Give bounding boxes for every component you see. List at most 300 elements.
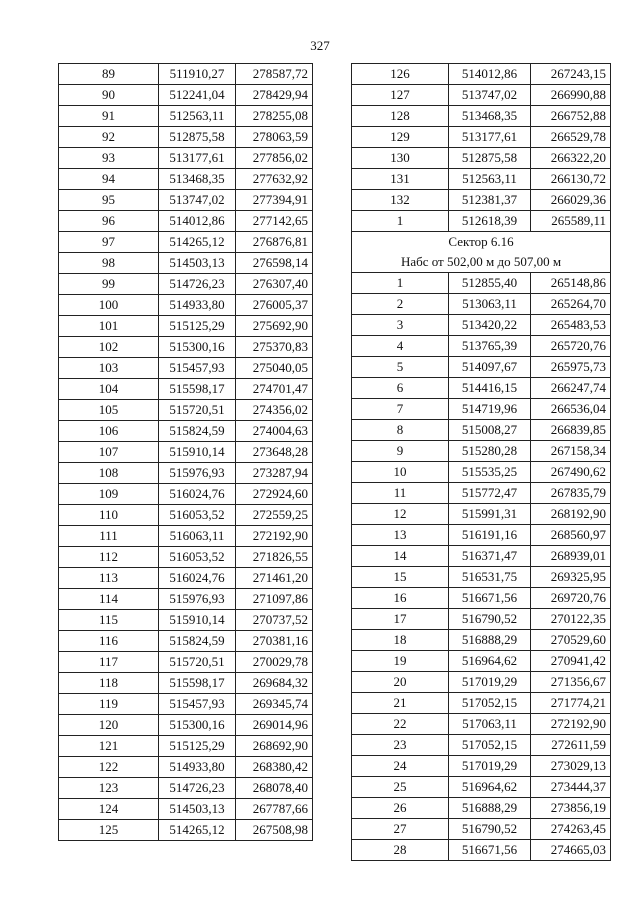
table-row bbox=[59, 421, 313, 442]
coordinate-x-cell: 516790,52 bbox=[449, 819, 531, 840]
coordinate-x-cell: 515991,31 bbox=[449, 504, 531, 525]
table-row bbox=[59, 673, 313, 694]
coordinate-y-cell: 273444,37 bbox=[531, 777, 611, 798]
point-number-cell: 6 bbox=[352, 378, 449, 399]
point-number-cell: 127 bbox=[352, 85, 449, 106]
coordinate-x-cell: 514726,23 bbox=[159, 274, 236, 295]
coordinate-y-cell: 273856,19 bbox=[531, 798, 611, 819]
coordinate-x-cell: 517019,29 bbox=[449, 756, 531, 777]
table-row bbox=[59, 799, 313, 820]
point-number-cell: 27 bbox=[352, 819, 449, 840]
coordinate-x-cell: 512618,39 bbox=[449, 211, 531, 232]
point-number-cell: 107 bbox=[59, 442, 159, 463]
point-number-cell: 119 bbox=[59, 694, 159, 715]
coordinate-y-cell: 272924,60 bbox=[236, 484, 313, 505]
table-row bbox=[352, 211, 611, 232]
coordinate-x-cell: 515976,93 bbox=[159, 463, 236, 484]
coordinate-x-cell: 512855,40 bbox=[449, 273, 531, 294]
coordinates-table-right bbox=[351, 63, 611, 861]
coordinate-x-cell: 512381,37 bbox=[449, 190, 531, 211]
coordinate-x-cell: 515280,28 bbox=[449, 441, 531, 462]
coordinate-y-cell: 273029,13 bbox=[531, 756, 611, 777]
sector-header bbox=[352, 232, 611, 273]
coordinate-y-cell: 275040,05 bbox=[236, 358, 313, 379]
point-number-cell: 9 bbox=[352, 441, 449, 462]
coordinate-x-cell: 513063,11 bbox=[449, 294, 531, 315]
coordinate-x-cell: 512241,04 bbox=[159, 85, 236, 106]
table-row bbox=[59, 295, 313, 316]
table-row bbox=[59, 631, 313, 652]
table-row bbox=[59, 337, 313, 358]
sector-height-range: Набс от 502,00 м до 507,00 м bbox=[400, 254, 562, 269]
point-number-cell: 120 bbox=[59, 715, 159, 736]
coordinate-y-cell: 276598,14 bbox=[236, 253, 313, 274]
coordinate-y-cell: 265148,86 bbox=[531, 273, 611, 294]
coordinate-y-cell: 276876,81 bbox=[236, 232, 313, 253]
table-row bbox=[352, 399, 611, 420]
coordinate-y-cell: 271774,21 bbox=[531, 693, 611, 714]
point-number-cell: 93 bbox=[59, 148, 159, 169]
coordinate-y-cell: 268939,01 bbox=[531, 546, 611, 567]
point-number-cell: 97 bbox=[59, 232, 159, 253]
point-number-cell: 123 bbox=[59, 778, 159, 799]
coordinate-x-cell: 514719,96 bbox=[449, 399, 531, 420]
table-row bbox=[59, 757, 313, 778]
table-row bbox=[352, 336, 611, 357]
sector-header-body bbox=[352, 232, 611, 273]
coordinate-x-cell: 514012,86 bbox=[159, 211, 236, 232]
coordinate-x-cell: 512875,58 bbox=[449, 148, 531, 169]
coordinate-x-cell: 516888,29 bbox=[449, 798, 531, 819]
coordinate-x-cell: 513468,35 bbox=[449, 106, 531, 127]
table-row bbox=[352, 190, 611, 211]
table-row bbox=[352, 588, 611, 609]
table-row bbox=[352, 127, 611, 148]
table-row bbox=[59, 274, 313, 295]
table-row bbox=[352, 273, 611, 294]
table-row bbox=[59, 211, 313, 232]
coordinate-y-cell: 265589,11 bbox=[531, 211, 611, 232]
coordinate-y-cell: 272611,59 bbox=[531, 735, 611, 756]
coordinate-x-cell: 515457,93 bbox=[159, 694, 236, 715]
point-number-cell: 8 bbox=[352, 420, 449, 441]
coordinate-x-cell: 513468,35 bbox=[159, 169, 236, 190]
coordinate-y-cell: 273648,28 bbox=[236, 442, 313, 463]
point-number-cell: 114 bbox=[59, 589, 159, 610]
table-row bbox=[59, 778, 313, 799]
table-row bbox=[352, 609, 611, 630]
coordinates-table-right-bottom-body bbox=[352, 273, 611, 861]
coordinate-y-cell: 266536,04 bbox=[531, 399, 611, 420]
coordinate-y-cell: 266990,88 bbox=[531, 85, 611, 106]
table-row bbox=[59, 442, 313, 463]
point-number-cell: 13 bbox=[352, 525, 449, 546]
coordinate-y-cell: 268078,40 bbox=[236, 778, 313, 799]
point-number-cell: 132 bbox=[352, 190, 449, 211]
point-number-cell: 102 bbox=[59, 337, 159, 358]
coordinate-x-cell: 514265,12 bbox=[159, 820, 236, 841]
coordinate-x-cell: 515720,51 bbox=[159, 400, 236, 421]
point-number-cell: 94 bbox=[59, 169, 159, 190]
table-row bbox=[59, 715, 313, 736]
coordinate-y-cell: 275370,83 bbox=[236, 337, 313, 358]
point-number-cell: 111 bbox=[59, 526, 159, 547]
coordinate-y-cell: 272192,90 bbox=[236, 526, 313, 547]
coordinate-x-cell: 515125,29 bbox=[159, 316, 236, 337]
coordinate-y-cell: 268560,97 bbox=[531, 525, 611, 546]
point-number-cell: 25 bbox=[352, 777, 449, 798]
point-number-cell: 95 bbox=[59, 190, 159, 211]
coordinate-x-cell: 515598,17 bbox=[159, 673, 236, 694]
coordinate-x-cell: 513177,61 bbox=[449, 127, 531, 148]
coordinate-y-cell: 274004,63 bbox=[236, 421, 313, 442]
point-number-cell: 108 bbox=[59, 463, 159, 484]
point-number-cell: 5 bbox=[352, 357, 449, 378]
coordinates-table-right-top-body bbox=[352, 64, 611, 232]
coordinate-x-cell: 515772,47 bbox=[449, 483, 531, 504]
table-row bbox=[59, 694, 313, 715]
coordinate-x-cell: 515824,59 bbox=[159, 421, 236, 442]
coordinate-y-cell: 266029,36 bbox=[531, 190, 611, 211]
point-number-cell: 7 bbox=[352, 399, 449, 420]
table-row bbox=[352, 840, 611, 861]
coordinate-y-cell: 267158,34 bbox=[531, 441, 611, 462]
point-number-cell: 122 bbox=[59, 757, 159, 778]
coordinate-y-cell: 272192,90 bbox=[531, 714, 611, 735]
table-row bbox=[59, 820, 313, 841]
coordinate-y-cell: 267835,79 bbox=[531, 483, 611, 504]
coordinate-x-cell: 515008,27 bbox=[449, 420, 531, 441]
coordinate-y-cell: 268380,42 bbox=[236, 757, 313, 778]
point-number-cell: 11 bbox=[352, 483, 449, 504]
coordinate-x-cell: 512563,11 bbox=[449, 169, 531, 190]
coordinate-x-cell: 516964,62 bbox=[449, 651, 531, 672]
coordinate-y-cell: 276005,37 bbox=[236, 295, 313, 316]
table-row bbox=[352, 462, 611, 483]
table-row bbox=[59, 148, 313, 169]
point-number-cell: 17 bbox=[352, 609, 449, 630]
point-number-cell: 24 bbox=[352, 756, 449, 777]
table-row bbox=[352, 777, 611, 798]
table-row bbox=[352, 85, 611, 106]
coordinate-y-cell: 278255,08 bbox=[236, 106, 313, 127]
table-row bbox=[352, 525, 611, 546]
page-number: 327 bbox=[310, 38, 330, 53]
table-row bbox=[352, 756, 611, 777]
point-number-cell: 115 bbox=[59, 610, 159, 631]
coordinate-y-cell: 265483,53 bbox=[531, 315, 611, 336]
table-row bbox=[352, 64, 611, 85]
table-row bbox=[352, 420, 611, 441]
table-row bbox=[352, 441, 611, 462]
coordinate-y-cell: 269720,76 bbox=[531, 588, 611, 609]
table-row bbox=[59, 127, 313, 148]
coordinate-y-cell: 272559,25 bbox=[236, 505, 313, 526]
coordinate-x-cell: 516024,76 bbox=[159, 568, 236, 589]
table-row bbox=[59, 190, 313, 211]
table-row bbox=[352, 106, 611, 127]
coordinate-x-cell: 514726,23 bbox=[159, 778, 236, 799]
table-row bbox=[59, 106, 313, 127]
coordinate-x-cell: 516671,56 bbox=[449, 588, 531, 609]
point-number-cell: 92 bbox=[59, 127, 159, 148]
coordinate-y-cell: 271461,20 bbox=[236, 568, 313, 589]
point-number-cell: 112 bbox=[59, 547, 159, 568]
point-number-cell: 1 bbox=[352, 273, 449, 294]
coordinate-x-cell: 514097,67 bbox=[449, 357, 531, 378]
coordinate-x-cell: 514265,12 bbox=[159, 232, 236, 253]
point-number-cell: 125 bbox=[59, 820, 159, 841]
table-row bbox=[59, 652, 313, 673]
coordinate-y-cell: 266529,78 bbox=[531, 127, 611, 148]
coordinate-x-cell: 515824,59 bbox=[159, 631, 236, 652]
coordinate-y-cell: 275692,90 bbox=[236, 316, 313, 337]
coordinate-y-cell: 266322,20 bbox=[531, 148, 611, 169]
point-number-cell: 12 bbox=[352, 504, 449, 525]
coordinate-x-cell: 516671,56 bbox=[449, 840, 531, 861]
coordinate-x-cell: 512875,58 bbox=[159, 127, 236, 148]
point-number-cell: 15 bbox=[352, 567, 449, 588]
table-row bbox=[59, 253, 313, 274]
table-row bbox=[59, 358, 313, 379]
point-number-cell: 1 bbox=[352, 211, 449, 232]
point-number-cell: 103 bbox=[59, 358, 159, 379]
point-number-cell: 130 bbox=[352, 148, 449, 169]
coordinate-x-cell: 516024,76 bbox=[159, 484, 236, 505]
coordinate-y-cell: 269684,32 bbox=[236, 673, 313, 694]
point-number-cell: 28 bbox=[352, 840, 449, 861]
coordinate-y-cell: 267787,66 bbox=[236, 799, 313, 820]
coordinates-table-left bbox=[58, 63, 313, 841]
table-row bbox=[59, 484, 313, 505]
coordinate-y-cell: 278429,94 bbox=[236, 85, 313, 106]
coordinate-x-cell: 514012,86 bbox=[449, 64, 531, 85]
sector-title: Сектор 6.16 bbox=[448, 234, 514, 249]
coordinate-y-cell: 265264,70 bbox=[531, 294, 611, 315]
table-row bbox=[59, 526, 313, 547]
table-row bbox=[59, 736, 313, 757]
point-number-cell: 124 bbox=[59, 799, 159, 820]
table-row bbox=[352, 378, 611, 399]
coordinate-y-cell: 268192,90 bbox=[531, 504, 611, 525]
point-number-cell: 23 bbox=[352, 735, 449, 756]
coordinate-x-cell: 515535,25 bbox=[449, 462, 531, 483]
point-number-cell: 106 bbox=[59, 421, 159, 442]
table-row bbox=[59, 379, 313, 400]
coordinate-y-cell: 270029,78 bbox=[236, 652, 313, 673]
coordinate-x-cell: 515910,14 bbox=[159, 442, 236, 463]
table-row bbox=[352, 504, 611, 525]
coordinate-y-cell: 274356,02 bbox=[236, 400, 313, 421]
table-row bbox=[352, 315, 611, 336]
coordinate-x-cell: 514503,13 bbox=[159, 799, 236, 820]
coordinate-x-cell: 514416,15 bbox=[449, 378, 531, 399]
point-number-cell: 129 bbox=[352, 127, 449, 148]
table-row bbox=[352, 169, 611, 190]
coordinate-y-cell: 270381,16 bbox=[236, 631, 313, 652]
table-row bbox=[59, 589, 313, 610]
coordinate-y-cell: 277632,92 bbox=[236, 169, 313, 190]
coordinate-x-cell: 517052,15 bbox=[449, 735, 531, 756]
coordinate-x-cell: 511910,27 bbox=[159, 64, 236, 85]
table-row bbox=[352, 357, 611, 378]
coordinate-y-cell: 266130,72 bbox=[531, 169, 611, 190]
coordinate-y-cell: 266752,88 bbox=[531, 106, 611, 127]
coordinate-x-cell: 512563,11 bbox=[159, 106, 236, 127]
point-number-cell: 2 bbox=[352, 294, 449, 315]
coordinate-y-cell: 270941,42 bbox=[531, 651, 611, 672]
point-number-cell: 20 bbox=[352, 672, 449, 693]
point-number-cell: 89 bbox=[59, 64, 159, 85]
table-row bbox=[59, 568, 313, 589]
coordinate-x-cell: 514503,13 bbox=[159, 253, 236, 274]
table-row bbox=[352, 798, 611, 819]
coordinate-x-cell: 515598,17 bbox=[159, 379, 236, 400]
point-number-cell: 19 bbox=[352, 651, 449, 672]
table-row bbox=[59, 316, 313, 337]
point-number-cell: 116 bbox=[59, 631, 159, 652]
point-number-cell: 96 bbox=[59, 211, 159, 232]
point-number-cell: 109 bbox=[59, 484, 159, 505]
coordinate-y-cell: 269014,96 bbox=[236, 715, 313, 736]
coordinate-y-cell: 270122,35 bbox=[531, 609, 611, 630]
point-number-cell: 101 bbox=[59, 316, 159, 337]
point-number-cell: 18 bbox=[352, 630, 449, 651]
table-row bbox=[352, 294, 611, 315]
coordinate-x-cell: 515910,14 bbox=[159, 610, 236, 631]
coordinate-y-cell: 270737,52 bbox=[236, 610, 313, 631]
table-row bbox=[59, 505, 313, 526]
table-row bbox=[59, 232, 313, 253]
table-row bbox=[352, 651, 611, 672]
point-number-cell: 26 bbox=[352, 798, 449, 819]
point-number-cell: 131 bbox=[352, 169, 449, 190]
point-number-cell: 121 bbox=[59, 736, 159, 757]
coordinate-y-cell: 274665,03 bbox=[531, 840, 611, 861]
point-number-cell: 117 bbox=[59, 652, 159, 673]
coordinate-y-cell: 277394,91 bbox=[236, 190, 313, 211]
coordinate-y-cell: 271097,86 bbox=[236, 589, 313, 610]
table-row bbox=[59, 463, 313, 484]
table-row bbox=[352, 546, 611, 567]
coordinate-x-cell: 516371,47 bbox=[449, 546, 531, 567]
table-row bbox=[352, 819, 611, 840]
point-number-cell: 128 bbox=[352, 106, 449, 127]
coordinate-y-cell: 265720,76 bbox=[531, 336, 611, 357]
point-number-cell: 105 bbox=[59, 400, 159, 421]
table-row bbox=[352, 714, 611, 735]
coordinate-x-cell: 513747,02 bbox=[159, 190, 236, 211]
coordinate-x-cell: 517063,11 bbox=[449, 714, 531, 735]
coordinate-x-cell: 516191,16 bbox=[449, 525, 531, 546]
point-number-cell: 21 bbox=[352, 693, 449, 714]
sector-header-row bbox=[352, 232, 611, 273]
table-row bbox=[352, 735, 611, 756]
table-row bbox=[352, 693, 611, 714]
table-row bbox=[352, 672, 611, 693]
coordinates-table-left-body bbox=[59, 64, 313, 841]
point-number-cell: 99 bbox=[59, 274, 159, 295]
coordinate-x-cell: 516964,62 bbox=[449, 777, 531, 798]
table-row bbox=[352, 567, 611, 588]
coordinate-x-cell: 516053,52 bbox=[159, 547, 236, 568]
coordinate-y-cell: 276307,40 bbox=[236, 274, 313, 295]
table-row bbox=[352, 483, 611, 504]
table-row bbox=[352, 148, 611, 169]
coordinate-x-cell: 513765,39 bbox=[449, 336, 531, 357]
coordinate-y-cell: 267508,98 bbox=[236, 820, 313, 841]
coordinate-x-cell: 515976,93 bbox=[159, 589, 236, 610]
point-number-cell: 126 bbox=[352, 64, 449, 85]
coordinate-y-cell: 271826,55 bbox=[236, 547, 313, 568]
point-number-cell: 98 bbox=[59, 253, 159, 274]
coordinate-y-cell: 270529,60 bbox=[531, 630, 611, 651]
coordinate-x-cell: 515125,29 bbox=[159, 736, 236, 757]
coordinate-y-cell: 269345,74 bbox=[236, 694, 313, 715]
coordinate-y-cell: 278063,59 bbox=[236, 127, 313, 148]
point-number-cell: 10 bbox=[352, 462, 449, 483]
point-number-cell: 104 bbox=[59, 379, 159, 400]
coordinate-x-cell: 516053,52 bbox=[159, 505, 236, 526]
table-row bbox=[59, 169, 313, 190]
coordinate-y-cell: 277856,02 bbox=[236, 148, 313, 169]
table-row bbox=[352, 630, 611, 651]
coordinate-x-cell: 515457,93 bbox=[159, 358, 236, 379]
coordinate-y-cell: 266247,74 bbox=[531, 378, 611, 399]
point-number-cell: 4 bbox=[352, 336, 449, 357]
coordinate-x-cell: 517019,29 bbox=[449, 672, 531, 693]
table-row bbox=[59, 64, 313, 85]
point-number-cell: 90 bbox=[59, 85, 159, 106]
coordinate-y-cell: 277142,65 bbox=[236, 211, 313, 232]
point-number-cell: 3 bbox=[352, 315, 449, 336]
table-row bbox=[59, 610, 313, 631]
coordinate-x-cell: 514933,80 bbox=[159, 295, 236, 316]
coordinate-y-cell: 267243,15 bbox=[531, 64, 611, 85]
coordinate-y-cell: 278587,72 bbox=[236, 64, 313, 85]
coordinate-y-cell: 267490,62 bbox=[531, 462, 611, 483]
coordinate-x-cell: 515300,16 bbox=[159, 715, 236, 736]
coordinate-x-cell: 515300,16 bbox=[159, 337, 236, 358]
coordinate-x-cell: 516063,11 bbox=[159, 526, 236, 547]
coordinate-x-cell: 513177,61 bbox=[159, 148, 236, 169]
coordinate-x-cell: 516531,75 bbox=[449, 567, 531, 588]
coordinate-x-cell: 513747,02 bbox=[449, 85, 531, 106]
coordinate-x-cell: 514933,80 bbox=[159, 757, 236, 778]
coordinate-y-cell: 266839,85 bbox=[531, 420, 611, 441]
table-row bbox=[59, 400, 313, 421]
coordinate-x-cell: 516888,29 bbox=[449, 630, 531, 651]
coordinate-y-cell: 268692,90 bbox=[236, 736, 313, 757]
table-row bbox=[59, 547, 313, 568]
coordinate-y-cell: 269325,95 bbox=[531, 567, 611, 588]
coordinate-y-cell: 271356,67 bbox=[531, 672, 611, 693]
point-number-cell: 113 bbox=[59, 568, 159, 589]
point-number-cell: 91 bbox=[59, 106, 159, 127]
coordinate-x-cell: 516790,52 bbox=[449, 609, 531, 630]
coordinate-y-cell: 273287,94 bbox=[236, 463, 313, 484]
coordinate-y-cell: 265975,73 bbox=[531, 357, 611, 378]
point-number-cell: 14 bbox=[352, 546, 449, 567]
point-number-cell: 100 bbox=[59, 295, 159, 316]
table-row bbox=[59, 85, 313, 106]
point-number-cell: 110 bbox=[59, 505, 159, 526]
coordinate-x-cell: 513420,22 bbox=[449, 315, 531, 336]
coordinate-y-cell: 274701,47 bbox=[236, 379, 313, 400]
coordinate-x-cell: 515720,51 bbox=[159, 652, 236, 673]
coordinate-x-cell: 517052,15 bbox=[449, 693, 531, 714]
coordinate-y-cell: 274263,45 bbox=[531, 819, 611, 840]
